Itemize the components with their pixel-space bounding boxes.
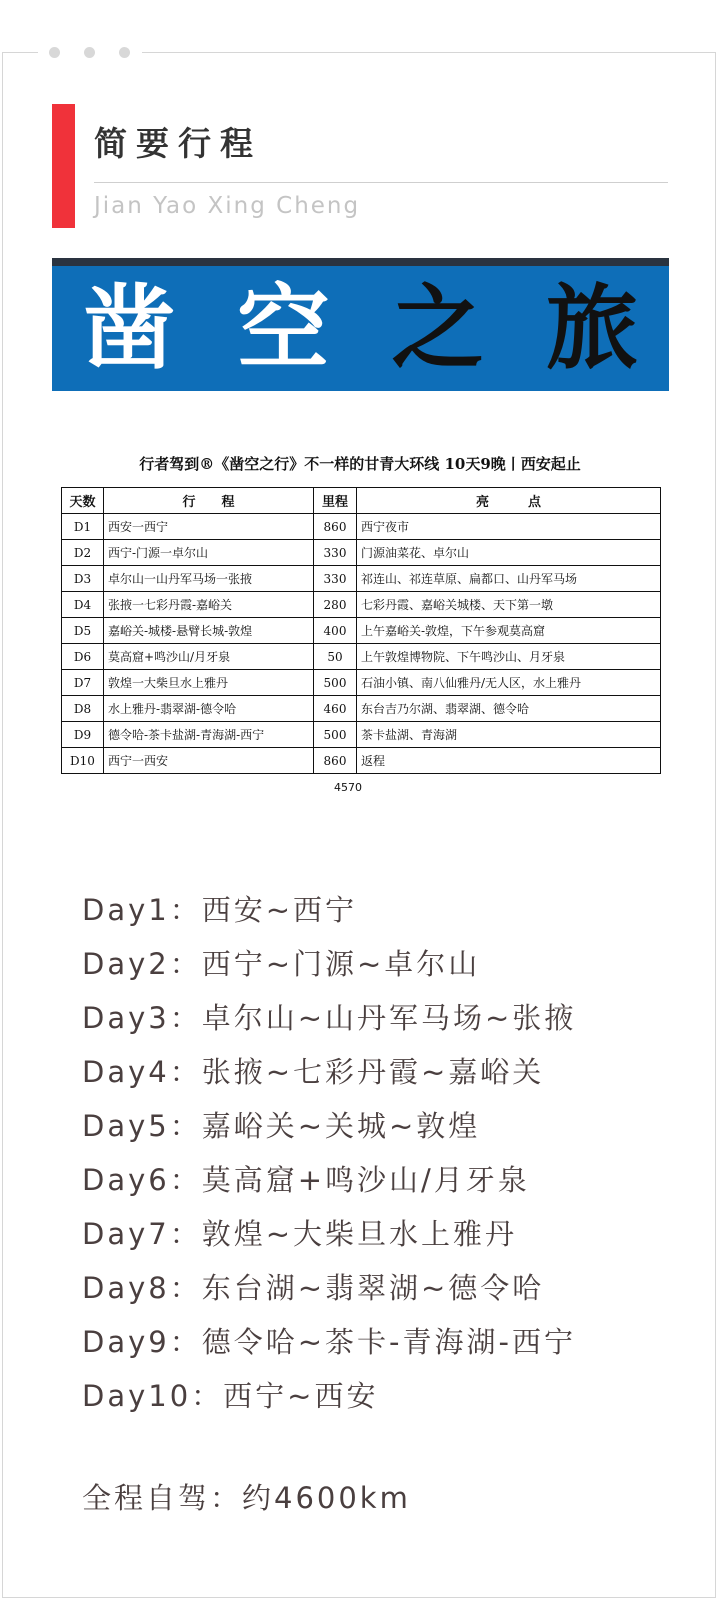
- cell-highlights: 茶卡盐湖、青海湖: [357, 722, 661, 748]
- cell-highlights: 西宁夜市: [357, 514, 661, 540]
- cell-route: 敦煌一大柴旦水上雅丹: [104, 670, 314, 696]
- cell-route: 水上雅丹-翡翠湖-德令哈: [104, 696, 314, 722]
- table-row: [62, 644, 661, 670]
- cell-distance: 330: [314, 566, 357, 592]
- day-item: Day6：莫高窟+鸣沙山/月牙泉: [82, 1163, 530, 1197]
- day-item: Day1：西安~西宁: [82, 893, 358, 927]
- day-list: [82, 883, 576, 1423]
- cell-day: D2: [62, 540, 104, 566]
- cell-route: 莫高窟+鸣沙山/月牙泉: [104, 644, 314, 670]
- title-accent-bar: [52, 104, 75, 228]
- cell-day: D5: [62, 618, 104, 644]
- table-header-row: [62, 488, 661, 514]
- table-row: [62, 514, 661, 540]
- table-row: [62, 540, 661, 566]
- section-title: 简要行程: [94, 124, 262, 163]
- trip-heading: 行者驾到®《凿空之行》不一样的甘青大环线 10天9晚丨西安起止: [139, 455, 581, 473]
- cell-day: D9: [62, 722, 104, 748]
- banner-top-strip: [52, 258, 669, 266]
- day-item: Day9：德令哈~茶卡-青海湖-西宁: [82, 1325, 576, 1359]
- cell-day: D3: [62, 566, 104, 592]
- cell-day: D4: [62, 592, 104, 618]
- cell-highlights: 东台吉乃尔湖、翡翠湖、德令哈: [357, 696, 661, 722]
- cell-distance: 400: [314, 618, 357, 644]
- drive-total: 全程自驾：约4600km: [82, 1481, 411, 1515]
- cell-highlights: 返程: [357, 748, 661, 774]
- banner-char: 之: [391, 274, 484, 382]
- cell-day: D8: [62, 696, 104, 722]
- section-subtitle: Jian Yao Xing Cheng: [94, 193, 361, 219]
- title-divider: [94, 182, 668, 183]
- cell-route: 嘉峪关-城楼-悬臂长城-敦煌: [104, 618, 314, 644]
- cell-route: 西宁一西安: [104, 748, 314, 774]
- cell-day: D7: [62, 670, 104, 696]
- cell-distance: 860: [314, 748, 357, 774]
- table-row: [62, 696, 661, 722]
- cell-route: 德令哈-茶卡盐湖-青海湖-西宁: [104, 722, 314, 748]
- cell-distance: 330: [314, 540, 357, 566]
- banner-char: 凿: [83, 274, 176, 382]
- cell-route: 张掖一七彩丹霞-嘉峪关: [104, 592, 314, 618]
- cell-route: 卓尔山一山丹军马场一张掖: [104, 566, 314, 592]
- header-route: 行 程: [104, 488, 314, 514]
- day-item: Day7：敦煌~大柴旦水上雅丹: [82, 1217, 518, 1251]
- cell-day: D6: [62, 644, 104, 670]
- day-item: Day3：卓尔山~山丹军马场~张掖: [82, 1001, 577, 1035]
- day-item: Day5：嘉峪关~关城~敦煌: [82, 1109, 481, 1143]
- day-item: Day2：西宁~门源~卓尔山: [82, 947, 481, 981]
- table-row: [62, 566, 661, 592]
- cell-highlights: 门源油菜花、卓尔山: [357, 540, 661, 566]
- decor-dot: [49, 47, 60, 58]
- table-row: [62, 618, 661, 644]
- decor-dot: [119, 47, 130, 58]
- cell-highlights: 上午敦煌博物院、下午鸣沙山、月牙泉: [357, 644, 661, 670]
- day-item: Day8：东台湖~翡翠湖~德令哈: [82, 1271, 545, 1305]
- itinerary-table: [61, 487, 661, 774]
- cell-highlights: 石油小镇、南八仙雅丹/无人区，水上雅丹: [357, 670, 661, 696]
- cell-route: 西安一西宁: [104, 514, 314, 540]
- cell-highlights: 上午嘉峪关-敦煌，下午参观莫高窟: [357, 618, 661, 644]
- cell-distance: 280: [314, 592, 357, 618]
- cell-distance: 500: [314, 670, 357, 696]
- cell-distance: 50: [314, 644, 357, 670]
- table-row: [62, 722, 661, 748]
- header-highlights: 亮 点: [357, 488, 661, 514]
- cell-day: D10: [62, 748, 104, 774]
- total-distance: 4570: [334, 781, 362, 794]
- cell-distance: 500: [314, 722, 357, 748]
- banner: [52, 258, 669, 391]
- day-item: Day4：张掖~七彩丹霞~嘉峪关: [82, 1055, 545, 1089]
- table-row: [62, 592, 661, 618]
- banner-char: 空: [237, 274, 330, 382]
- cell-distance: 460: [314, 696, 357, 722]
- cell-highlights: 祁连山、祁连草原、扁都口、山丹军马场: [357, 566, 661, 592]
- cell-route: 西宁-门源一卓尔山: [104, 540, 314, 566]
- table-row: [62, 670, 661, 696]
- header-distance: 里程: [314, 488, 357, 514]
- cell-distance: 860: [314, 514, 357, 540]
- header-day: 天数: [62, 488, 104, 514]
- decor-dot: [84, 47, 95, 58]
- cell-day: D1: [62, 514, 104, 540]
- banner-text: [52, 266, 669, 391]
- table-row: [62, 748, 661, 774]
- table-body: [62, 514, 661, 774]
- banner-char: 旅: [545, 274, 638, 382]
- cell-highlights: 七彩丹霞、嘉峪关城楼、天下第一墩: [357, 592, 661, 618]
- day-item: Day10：西宁~西安: [82, 1379, 379, 1413]
